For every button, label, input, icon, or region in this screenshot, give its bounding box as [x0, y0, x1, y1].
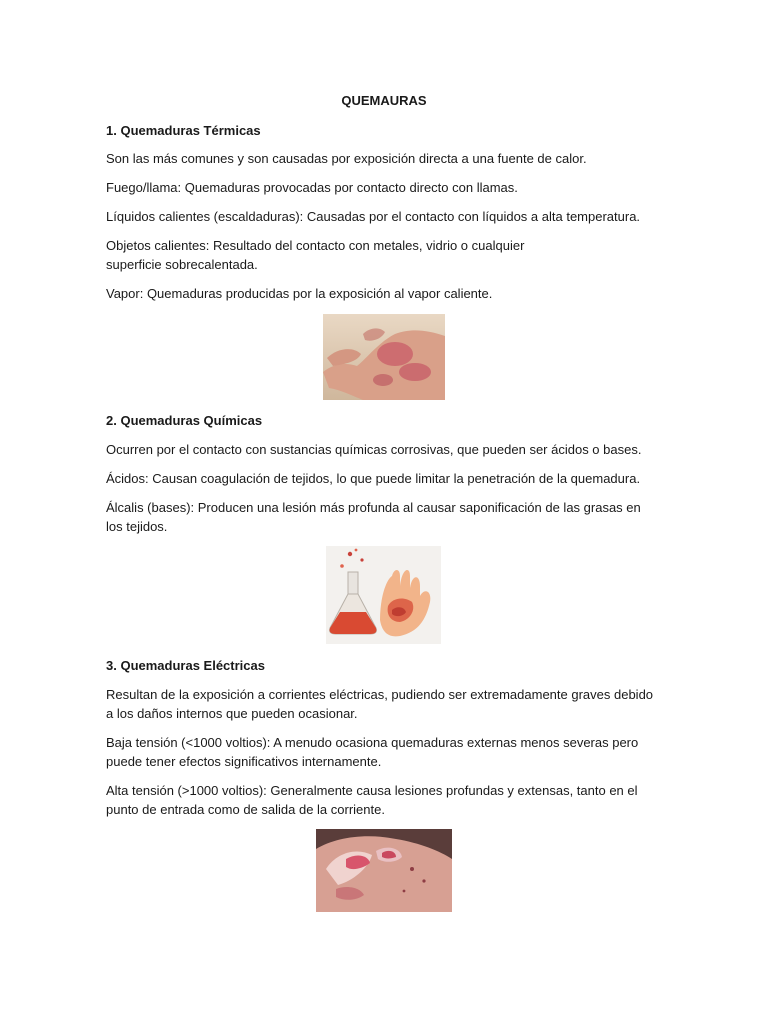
burned-hand-photo [323, 314, 445, 400]
paragraph: Líquidos calientes (escaldaduras): Causadas por el contacto con líquidos a alta temperatura. [106, 209, 641, 224]
paragraph: Baja tensión (<1000 voltios): A menudo ocasiona quemaduras externas menos severas pero puede tener efectos significativos internamente. [106, 735, 639, 769]
paragraph: Ocurren por el contacto con sustancias químicas corrosivas, que pueden ser ácidos o bases. [106, 442, 642, 457]
paragraph: Son las más comunes y son causadas por exposición directa a una fuente de calor. [106, 151, 587, 166]
paragraph: Fuego/llama: Quemaduras provocadas por contacto directo con llamas. [106, 180, 518, 195]
paragraph: Objetos calientes: Resultado del contacto con metales, vidrio o cualquier superficie sobrecalentada. [106, 238, 525, 272]
paragraph: Vapor: Quemaduras producidas por la exposición al vapor caliente. [106, 286, 493, 301]
paragraph: Álcalis (bases): Producen una lesión más profunda al causar saponificación de las grasas en los tejidos. [106, 500, 641, 534]
section-heading-thermal: 1. Quemaduras Térmicas [106, 123, 261, 138]
paragraph: Ácidos: Causan coagulación de tejidos, lo que puede limitar la penetración de la quemadura. [106, 471, 641, 486]
document-title: QUEMAURAS [341, 93, 427, 108]
electrical-burn-photo [316, 829, 452, 912]
section-heading-electrical: 3. Quemaduras Eléctricas [106, 658, 265, 673]
paragraph: Resultan de la exposición a corrientes eléctricas, pudiendo ser extremadamente graves debido a los daños internos que pueden ocasionar. [106, 687, 654, 721]
chemical-burn-illustration [326, 546, 441, 644]
paragraph: Alta tensión (>1000 voltios): Generalmente causa lesiones profundas y extensas, tanto en el punto de entrada como de salida de la corriente. [106, 783, 638, 817]
section-heading-chemical: 2. Quemaduras Químicas [106, 413, 263, 428]
